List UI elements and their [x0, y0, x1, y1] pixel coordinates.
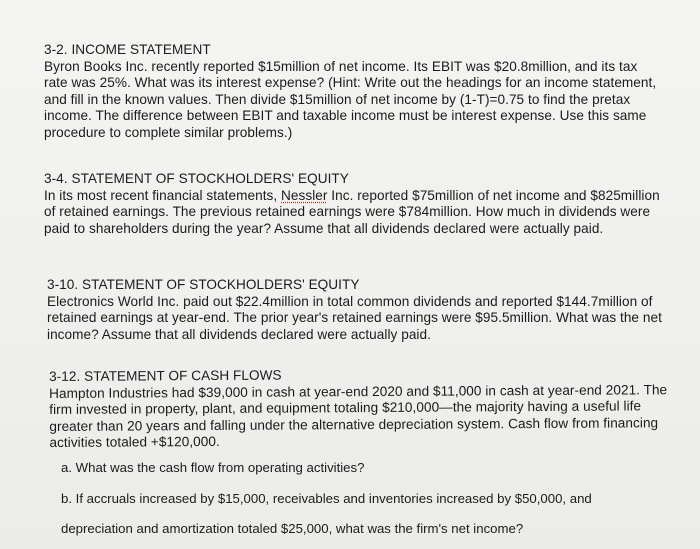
problem-3-4 [44, 171, 664, 237]
question-b-line2: depreciation and amortization totaled $25,000, what was the firm's net income? [61, 521, 524, 536]
problem-text-end: Inc. reported $75million of net income and $825million of retained earnings. The previous retained earnings were $784million. How much in dividends were paid to shareholders during the year? Assume that all dividends declared were actually paid. [44, 187, 660, 236]
problem-3-10 [47, 277, 667, 343]
problem-3-2 [44, 42, 664, 141]
problem-title: 3-2. INCOME STATEMENT [44, 42, 211, 57]
problem-text: Hampton Industries had $39,000 in cash at year-end 2020 and $11,000 in cash at year-end 2021. The firm invested in property, plant, and equipment totaling $210,000—the majority having a useful life greater than 20 years and falling under the alternative depreciation system. Cash flow from financing activities totaled +$120,000. [49, 381, 668, 450]
problem-text: Byron Books Inc. recently reported $15million of net income. Its EBIT was $20.8million, and its tax rate was 25%. What was its interest expense? (Hint: Write out the headings for an income statement, and fill in the known values. Then divide $15million of net income by (1-T)=0.75 to find the pretax income. The difference between EBIT and taxable income must be interest expense. Use this same procedure to complete similar problems.) [44, 58, 657, 140]
problem-text [44, 188, 664, 238]
problem-title: 3-4. STATEMENT OF STOCKHOLDERS' EQUITY [44, 171, 349, 186]
problem-3-12 [49, 365, 679, 451]
problem-text-start: In its most recent financial statements, [44, 187, 282, 203]
problem-title: 3-10. STATEMENT OF STOCKHOLDERS' EQUITY [47, 277, 360, 292]
question-b-line1: b. If accruals increased by $15,000, receivables and inventories increased by $50,000, and [61, 491, 592, 506]
problem-title: 3-12. STATEMENT OF CASH FLOWS [49, 367, 282, 384]
question-a: a. What was the cash flow from operating activities? [61, 460, 365, 475]
spellcheck-flagged-word: Nessler [281, 187, 328, 203]
problem-text: Electronics World Inc. paid out $22.4million in total common dividends and reported $144.7million of retained earnings at year-end. The prior year's retained earnings were $95.5million. What was the net income? Assume that all dividends declared were actually paid. [47, 293, 662, 342]
